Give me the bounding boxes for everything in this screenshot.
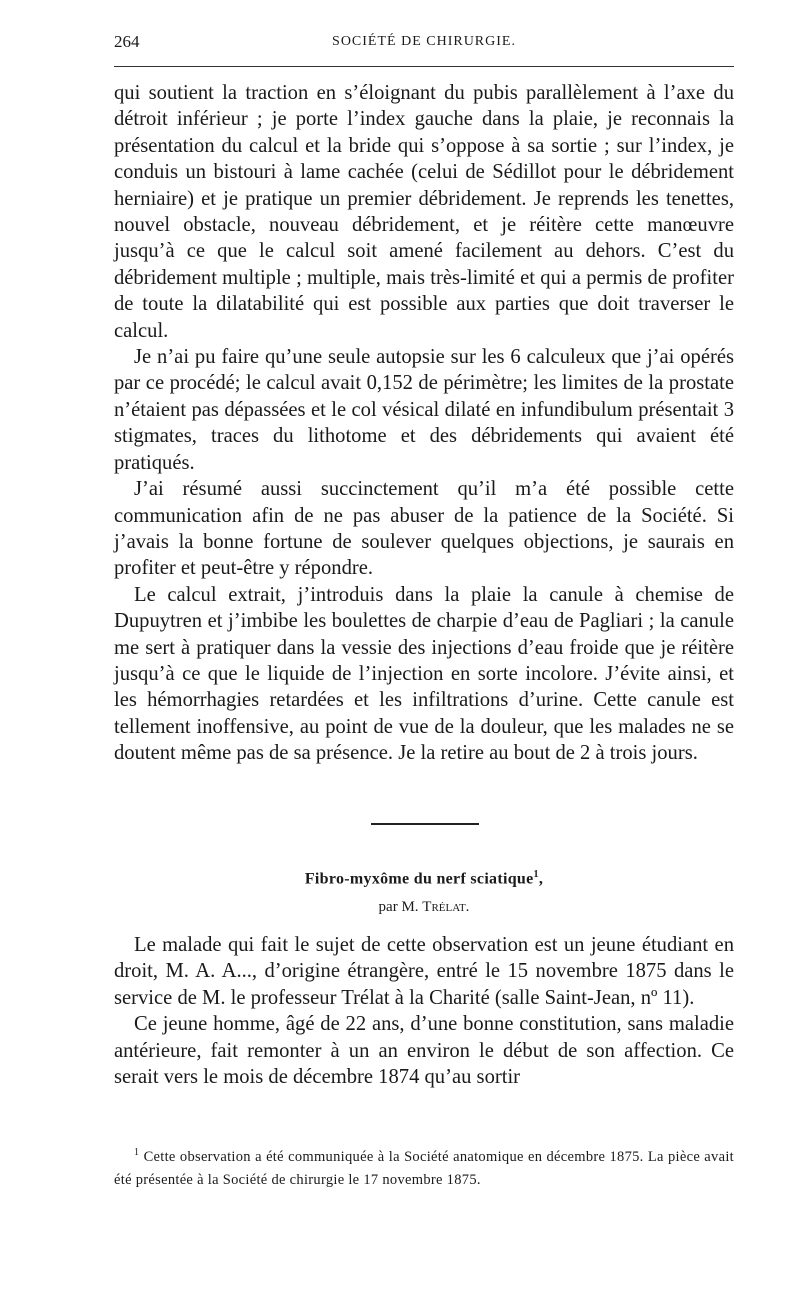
footnote-mark: 1 xyxy=(134,1147,140,1158)
running-title: SOCIÉTÉ DE CHIRURGIE. xyxy=(332,34,516,49)
article-text xyxy=(114,932,734,1090)
paragraph: Le malade qui fait le sujet de cette observation est un jeune étudiant en droit, M. A. A..., d’origine étrangère, entré le 15 novembre 1875 dans le service de M. le professeur Trélat à la Charité (salle Saint-Jean, nº 11). xyxy=(114,934,734,1009)
article-title-end: , xyxy=(538,870,544,888)
page-number: 264 xyxy=(114,32,140,51)
article-title-text: Fibro-myxôme du nerf sciatique xyxy=(304,870,534,888)
footnote xyxy=(114,1141,734,1192)
header-rule xyxy=(114,66,734,67)
footnote-ref: 1 xyxy=(533,869,539,880)
paragraph: J’ai résumé aussi succinctement qu’il m’a été possible cette communication afin de ne pas abuser de la patience de la Société. Si j’avais la bonne fortune de soulever quelques objections, je saurais en profiter et peut-être y répondre. xyxy=(114,478,734,580)
paragraph: Ce jeune homme, âgé de 22 ans, d’une bonne constitution, sans maladie antérieure, fait remonter à un an environ le début de son affection. Ce serait vers le mois de décembre 1874 qu’au sortir xyxy=(114,1013,734,1089)
byline-prefix: par M. xyxy=(378,899,419,915)
paragraph: qui soutient la traction en s’éloignant du pubis parallèlement à l’axe du détroit inférieur ; je porte l’index gauche dans la plaie, je reconnais la présentation du calcul et la bride qui s’oppose à sa sortie ; sur l’index, je conduis un bistouri à lame cachée (celui de Sédillot pour le débridement herniaire) et je pratique un premier débridement. Je reprends les tenettes, nouvel obstacle, nouveau débridement, et je réitère cette manœuvre jusqu’à ce que le calcul soit amené facilement au dehors. C’est du débridement multiple ; multiple, mais très-limité et qui a permis de profiter de toute la dilatabilité qui est possible aux parties que doit traverser le calcul. xyxy=(114,82,734,342)
byline xyxy=(114,899,734,916)
running-header xyxy=(114,32,734,56)
author-name: Trélat. xyxy=(422,899,470,915)
paragraph: Je n’ai pu faire qu’une seule autopsie sur les 6 calculeux que j’ai opérés par ce procédé; le calcul avait 0,152 de périmètre; les limites de la prostate n’étaient pas dépassées et le col vésical dilaté en infundibulum présentait 3 stigmates, traces du lithotome et des débridements qui avaient été pratiqués. xyxy=(114,346,734,474)
section-separator xyxy=(371,823,479,825)
paragraph: Le calcul extrait, j’introduis dans la plaie la canule à chemise de Dupuytren et j’imbibe les boulettes de charpie d’eau de Pagliari ; la canule me sert à pratiquer dans la vessie des injections d’eau froide que je réitère jusqu’à ce que le liquide de l’injection en sorte incolore. J’évite ainsi, et les hémorrhagies retardées et les infiltrations d’urine. Cette canule est tellement inoffensive, au point de vue de la douleur, que les malades ne se doutent même pas de sa présence. Je la retire au bout de 2 à trois jours. xyxy=(114,583,734,765)
footnote-text: Cette observation a été communiquée à la Société anatomique en décembre 1875. La pièce avait été présentée à la Société de chirurgie le 17 novembre 1875. xyxy=(114,1148,734,1188)
article-title xyxy=(114,869,734,888)
main-text xyxy=(114,80,734,767)
